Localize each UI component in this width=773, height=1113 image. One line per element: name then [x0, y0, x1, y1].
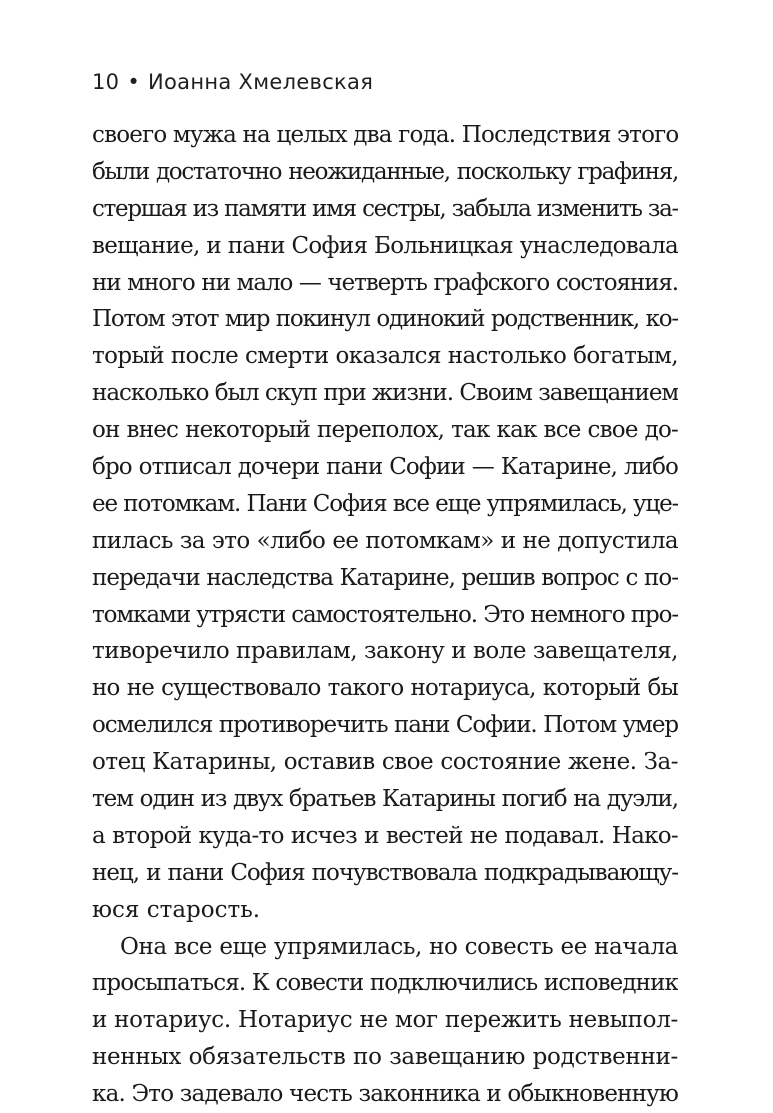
header-separator: •: [127, 70, 141, 94]
running-header: [92, 70, 373, 94]
text-line: тем один из двух братьев Катарины погиб на дуэли,: [92, 786, 678, 813]
text-line: насколько был скуп при жизни. Своим завещанием: [92, 380, 678, 407]
text-line: нец, и пани София почувствовала подкрадывающу-: [92, 859, 678, 886]
author-name: Иоанна Хмелевская: [148, 70, 374, 94]
text-line: а второй куда-то исчез и вестей не подавал. Нако-: [92, 822, 678, 849]
text-line: ее потомкам. Пани София все еще упрямилась, уце-: [92, 490, 678, 517]
text-line: стершая из памяти имя сестры, забыла изменить за-: [92, 195, 678, 222]
text-line: передачи наследства Катарине, решив вопрос с по-: [92, 564, 678, 591]
text-line: торый после смерти оказался настолько богатым,: [92, 343, 678, 370]
text-line: ка. Это задевало честь законника и обыкновенную: [92, 1081, 678, 1108]
page-number: 10: [92, 70, 120, 94]
text-line: бро отписал дочери пани Софии — Катарине, либо: [92, 454, 678, 481]
text-line: осмелился противоречить пани Софии. Потом умер: [92, 712, 678, 739]
text-line: отец Катарины, оставив свое состояние жене. За-: [92, 749, 678, 776]
text-line: он внес некоторый переполох, так как все свое до-: [92, 417, 678, 444]
text-line: Потом этот мир покинул одинокий родственник, ко-: [92, 306, 678, 333]
text-line: вещание, и пани София Больницкая унаследовала: [92, 232, 678, 259]
text-line: просыпаться. К совести подключились исповедник: [92, 970, 678, 997]
text-line: пилась за это «либо ее потомкам» и не допустила: [92, 527, 678, 554]
text-line: тиворечило правилам, закону и воле завещателя,: [92, 638, 678, 665]
text-line: своего мужа на целых два года. Последствия этого: [92, 122, 678, 148]
text-line: были достаточно неожиданные, поскольку графиня,: [92, 158, 678, 185]
body-text: [92, 117, 678, 1113]
paragraph-2: [92, 929, 678, 1113]
text-line: юся старость.: [92, 896, 261, 923]
text-line: и нотариус. Нотариус не мог пережить невыпол-: [92, 1007, 678, 1034]
text-line: томками утрясти самостоятельно. Это немного про-: [92, 601, 678, 628]
text-line: ненных обязательств по завещанию родственни-: [92, 1044, 678, 1071]
paragraph-1: [92, 117, 678, 929]
text-line: ни много ни мало — четверть графского состояния.: [92, 269, 678, 296]
text-line: но не существовало такого нотариуса, который бы: [92, 675, 678, 702]
text-line: Она все еще упрямилась, но совесть ее начала: [120, 933, 678, 960]
